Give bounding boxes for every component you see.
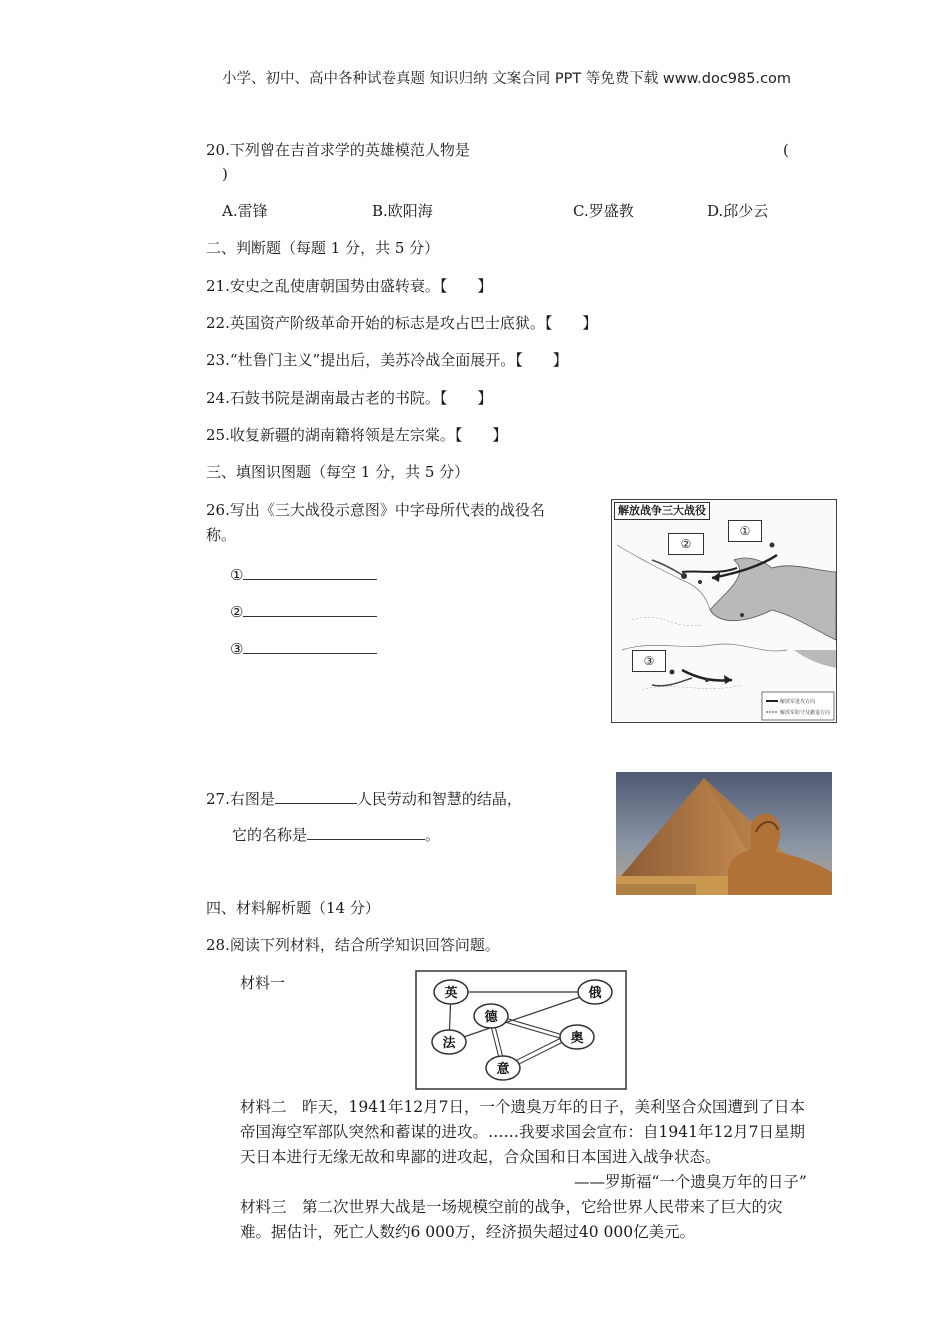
judge-bracket: 【 】 [454,426,508,444]
map-title: 解放战争三大战役 [614,502,710,520]
material-1-label: 材料一 [240,974,286,992]
attack-arrow [652,678,692,686]
pyramid-sphinx-photo [616,772,832,895]
q27-mid: 人民劳动和智慧的结晶， [356,790,522,808]
question-28-intro: 28.阅读下列材料，结合所学知识回答问题。 [206,936,500,954]
city-dot [705,678,709,682]
question-27-line2 [232,823,440,845]
section-3-title: 三、填图识图题（每空 1 分，共 5 分） [206,463,470,481]
answer-blank[interactable] [243,637,377,654]
city-dot [681,573,687,579]
judge-text: 25.收复新疆的湖南籍将领是左宗棠。 [206,426,455,444]
border-line [632,617,702,626]
blank-marker: ② [230,603,244,621]
three-campaigns-map [611,499,837,723]
city-dot [670,670,675,675]
city-dot [698,580,702,584]
legend-label: 解放军防守及撤退方向 [780,710,831,716]
judge-bracket: 【 】 [439,277,493,295]
judge-bracket: 【 】 [515,351,568,369]
material-2-line2: 帝国海空军部队突然和蓄谋的进攻。……我要求国会宣布：自1941年12月7日星期 [240,1123,806,1141]
option-a: A.雷锋 [222,202,268,220]
material-2-line3: 天日本进行无缘无故和卑鄙的进攻起，合众国和日本国进入战争状态。 [240,1148,721,1166]
city-dot [770,543,775,548]
q27-line2-post: 。 [425,826,441,844]
blank-marker: ① [230,566,244,584]
map-marker-3: ③ [632,650,666,672]
node-label: 意 [496,1062,510,1077]
material-2-source: ——罗斯福“一个遗臭万年的日子” [574,1173,807,1191]
option-b: B.欧阳海 [372,202,433,220]
attack-arrow [682,568,737,572]
question-26-line2: 称。 [206,526,237,544]
page-header: 小学、初中、高中各种试卷真题 知识归纳 文案合同 PPT 等免费下载 www.doc985.com [222,71,792,87]
judge-text: 21.安史之乱使唐朝国势由盛转衰。 [206,277,440,295]
answer-blank[interactable] [275,787,357,804]
judge-item-23 [206,350,568,370]
alliance-diagram [415,970,627,1090]
question-27-line1 [206,787,522,809]
legend-label: 解放军进攻方向 [780,699,816,705]
blank-row-2 [230,600,377,622]
material-2-line1: 材料二 昨天，1941年12月7日，一个遗臭万年的日子，美利坚合众国遭到了日本 [240,1098,806,1116]
map-marker-2: ② [668,533,704,555]
node-label: 俄 [588,986,602,1001]
option-d: D.邱少云 [707,202,769,220]
judge-bracket: 【 】 [544,314,598,332]
node-label: 德 [484,1010,498,1025]
q27-line2-pre: 它的名称是 [232,826,308,844]
city-dot [740,613,744,617]
answer-blank[interactable] [243,600,377,617]
q27-pre: 27.右图是 [206,790,275,808]
blank-marker: ③ [230,640,244,658]
answer-blank[interactable] [243,563,377,580]
answer-paren-close: ) [222,165,228,183]
answer-paren-open: ( [783,141,789,159]
judge-item-22 [206,313,597,333]
question-20-stem: 20.下列曾在吉首求学的英雄模范人物是 [206,141,470,159]
material-3-line2: 难。据估计，死亡人数约6 000万，经济损失超过40 000亿美元。 [240,1223,696,1241]
material-3-line1: 材料三 第二次世界大战是一场规模空前的战争，它给世界人民带来了巨大的灾 [240,1198,783,1216]
section-2-title: 二、判断题（每题 1 分，共 5 分） [206,239,440,257]
judge-item-25 [206,425,507,445]
question-26-line1: 26.写出《三大战役示意图》中字母所代表的战役名 [206,501,545,519]
diagram-graphic [415,970,627,1090]
judge-text: 24.石鼓书院是湖南最古老的书院。 [206,389,440,407]
judge-item-21 [206,276,492,296]
judge-bracket: 【 】 [439,389,493,407]
photo-graphic [616,772,832,895]
attack-arrow [652,560,684,576]
judge-item-24 [206,388,492,408]
map-graphic [612,500,836,722]
node-label: 英 [444,986,458,1001]
map-marker-1: ① [728,520,762,542]
arrow-head [724,675,732,684]
blank-row-1 [230,563,377,585]
judge-text: 23.“杜鲁门主义”提出后，美苏冷战全面展开。 [206,351,516,369]
node-label: 法 [442,1036,456,1051]
blank-row-3 [230,637,377,659]
answer-blank[interactable] [307,823,425,840]
judge-text: 22.英国资产阶级革命开始的标志是攻占巴士底狱。 [206,314,545,332]
node-label: 奥 [570,1031,584,1046]
option-c: C.罗盛教 [573,202,634,220]
ground-shadow [616,884,696,895]
sea-area [794,650,836,668]
section-4-title: 四、材料解析题（14 分） [206,899,380,917]
